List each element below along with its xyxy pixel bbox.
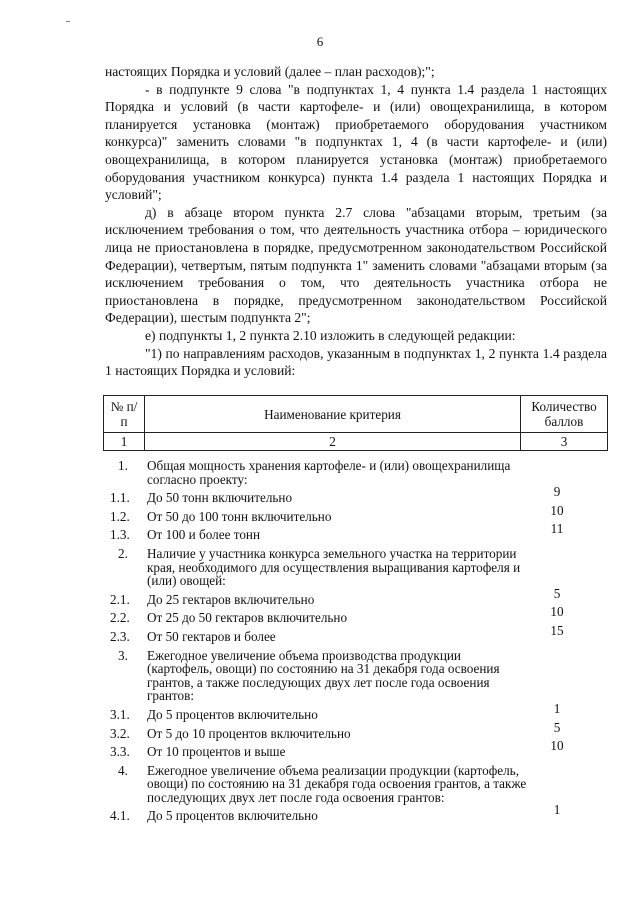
criterion-number: 3.1. (110, 706, 130, 722)
criterion-text: От 25 до 50 гектаров включительно (147, 610, 348, 626)
criteria-list (103, 459, 608, 828)
criterion-text: От 100 и более тонн (147, 527, 261, 543)
criterion-number: 1. (118, 458, 128, 473)
criterion-points: 10 (550, 604, 564, 620)
column-number-3: 3 (521, 433, 608, 451)
criterion-points: 11 (550, 521, 564, 537)
criteria-row (103, 802, 608, 824)
criteria-row (103, 738, 608, 760)
criterion-text: Ежегодное увеличение объема производства продукции (картофель, овощи) по состоянию на 31 декабря года освоения грантов, а также последующих двух лет после года освоения грантов: (147, 647, 500, 704)
criterion-text: До 25 гектаров включительно (147, 591, 315, 607)
criterion-text: От 10 процентов и выше (147, 744, 286, 760)
body-text (105, 63, 607, 380)
criteria-row (103, 547, 608, 588)
column-number-2: 2 (145, 433, 521, 451)
criterion-text: Ежегодное увеличение объема реализации продукции (картофель, овощи) по состоянию на 31 декабря года освоения грантов, а также последующих двух лет после года освоения грантов: (147, 762, 527, 805)
criteria-row (103, 622, 608, 644)
criteria-row (103, 719, 608, 741)
paragraph: "1) по направлениям расходов, указанным в подпунктах 1, 2 пункта 1.4 раздела 1 настоящих Порядка и условий: (105, 345, 607, 379)
criterion-text: До 5 процентов включительно (147, 706, 318, 722)
column-number-1: 1 (104, 433, 145, 451)
criterion-points: 10 (550, 502, 564, 518)
criteria-row (103, 649, 608, 703)
paragraph: е) подпункты 1, 2 пункта 2.10 изложить в следующей редакции: (145, 327, 516, 343)
header-points: Количество баллов (521, 396, 608, 433)
criterion-text: От 5 до 10 процентов включительно (147, 725, 351, 741)
criteria-row (103, 585, 608, 607)
criterion-number: 3.3. (110, 744, 130, 760)
criterion-number: 4.1. (110, 808, 130, 824)
criteria-row (103, 502, 608, 524)
criterion-points: 10 (550, 738, 564, 754)
criterion-number: 1.1. (110, 490, 130, 506)
criteria-row (103, 459, 608, 486)
criterion-number: 4. (118, 762, 128, 778)
criterion-points: 5 (553, 585, 561, 601)
criterion-text: От 50 гектаров и более (147, 628, 276, 644)
header-number: № п/п (104, 396, 145, 433)
criterion-points: 5 (553, 719, 561, 735)
criterion-text: До 50 тонн включительно (147, 490, 293, 506)
paragraph: - в подпункте 9 слова "в подпунктах 1, 4 пункта 1.4 раздела 1 настоящих Порядка и условий (в части картофеле- и (или) овощехранилища, в котором планируется установка (монтаж) приобретаемого оборудования участником конкурса)" заменить словами "в подпунктах 1, 4 (в части картофеле- и (или) овощехранилища, в котором планируется установка (монтаж) приобретаемого оборудования участником конкурса) пункта 1.4 раздела 1 настоящих Порядка и условий"; (105, 81, 607, 203)
criteria-row (103, 484, 608, 506)
criterion-text: Общая мощность хранения картофеле- и (или) овощехранилища согласно проекту: (147, 458, 511, 487)
criteria-row (103, 700, 608, 722)
criterion-number: 2. (118, 545, 128, 561)
header-criterion: Наименование критерия (145, 396, 521, 433)
criterion-number: 2.1. (110, 591, 130, 607)
criterion-points: 9 (553, 484, 561, 500)
criterion-number: 1.3. (110, 527, 130, 543)
criterion-text: До 5 процентов включительно (147, 808, 318, 824)
criterion-points: 1 (553, 802, 561, 818)
scan-mark (66, 21, 70, 22)
paragraph: настоящих Порядка и условий (далее – план расходов);"; (105, 64, 435, 79)
criterion-text: Наличие у участника конкурса земельного участка на территории края, необходимого для осуществления выращивания картофеля и (или) овощей: (147, 545, 521, 589)
criterion-number: 3. (118, 647, 128, 663)
criterion-number: 3.2. (110, 725, 130, 741)
criterion-points: 15 (550, 622, 564, 638)
criterion-number: 2.3. (110, 628, 130, 644)
page-number: 6 (316, 34, 324, 49)
criterion-number: 2.2. (110, 610, 130, 626)
criteria-row (103, 764, 608, 805)
criterion-text: От 50 до 100 тонн включительно (147, 508, 332, 524)
criteria-row (103, 604, 608, 626)
criterion-points: 1 (553, 700, 561, 716)
criteria-row (103, 521, 608, 543)
paragraph: д) в абзаце втором пункта 2.7 слова "абзацами вторым, третьим (за исключением требования о том, что деятельность участника отбора – юридического лица не приостановлена в порядке, предусмотренном законодательством Российской Федерации), четвертым, пятым подпункта 1" заменить словами "абзацами вторым (за исключением требования о том, что деятельность участника отбора не приостановлена в порядке, предусмотренном законодательством Российской Федерации), шестым подпункта 2"; (105, 204, 607, 326)
criteria-table-header (103, 395, 608, 451)
criterion-number: 1.2. (110, 508, 130, 524)
